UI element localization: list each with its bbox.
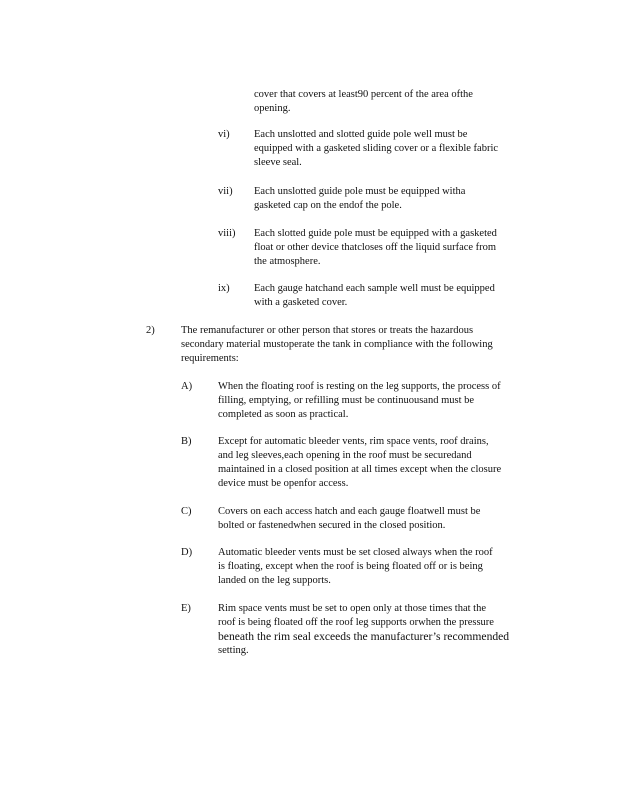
paragraph-line: filling, emptying, or refilling must be continuousand must be <box>218 395 475 406</box>
paragraph-line: Each unslotted and slotted guide pole well must be <box>254 129 468 140</box>
paragraph-line: beneath the rim seal exceeds the manufacturer’s recommended <box>218 630 510 643</box>
paragraph-line: Each slotted guide pole must be equipped with a gasketed <box>254 228 497 239</box>
paragraph-line: device must be openfor access. <box>218 478 349 489</box>
paragraph-line: landed on the leg supports. <box>218 575 331 586</box>
paragraph-line: cover that covers at least90 percent of the area ofthe <box>254 89 473 100</box>
paragraph-line: opening. <box>254 103 291 114</box>
item-label-e: E) <box>181 603 191 614</box>
item-ix-text <box>254 282 529 310</box>
item-b-text <box>218 435 543 491</box>
item-vii-text <box>254 185 529 213</box>
paragraph-line: Covers on each access hatch and each gauge floatwell must be <box>218 506 481 517</box>
paragraph-line: equipped with a gasketed sliding cover or a flexible fabric <box>254 143 499 154</box>
paragraph-line: secondary material mustoperate the tank in compliance with the following <box>181 339 493 350</box>
item-c-text <box>218 505 543 533</box>
item-2-text <box>181 324 541 366</box>
paragraph-line: The remanufacturer or other person that stores or treats the hazardous <box>181 325 474 336</box>
paragraph-line: is floating, except when the roof is being floated off or is being <box>218 561 483 572</box>
paragraph-line: maintained in a closed position at all times except when the closure <box>218 464 502 475</box>
item-label-b: B) <box>181 436 192 447</box>
item-label-d: D) <box>181 547 193 558</box>
paragraph-line: Except for automatic bleeder vents, rim space vents, roof drains, <box>218 436 489 447</box>
paragraph-line: and leg sleeves,each opening in the roof must be securedand <box>218 450 472 461</box>
paragraph-line: Automatic bleeder vents must be set closed always when the roof <box>218 547 493 558</box>
item-label-viii: viii) <box>218 228 236 239</box>
item-label-vii: vii) <box>218 186 233 197</box>
paragraph-line: setting. <box>218 645 249 656</box>
paragraph-line: float or other device thatcloses off the liquid surface from <box>254 242 497 253</box>
item-vi-text <box>254 128 529 170</box>
item-label-c: C) <box>181 506 192 517</box>
paragraph-line: Rim space vents must be set to open only at those times that the <box>218 603 486 614</box>
continuation-paragraph <box>254 88 529 116</box>
paragraph-line: roof is being floated off the roof leg supports orwhen the pressure <box>218 617 494 628</box>
paragraph-line: with a gasketed cover. <box>254 297 348 308</box>
paragraph-line: sleeve seal. <box>254 157 302 168</box>
item-label-2: 2) <box>146 325 155 336</box>
paragraph-line: the atmosphere. <box>254 256 321 267</box>
item-a-text <box>218 380 543 422</box>
paragraph-line: bolted or fastenedwhen secured in the closed position. <box>218 520 446 531</box>
paragraph-line: Each gauge hatchand each sample well must be equipped <box>254 283 495 294</box>
item-e-text <box>218 602 543 658</box>
item-viii-text <box>254 227 529 269</box>
item-label-a: A) <box>181 381 193 392</box>
paragraph-line: requirements: <box>181 353 239 364</box>
paragraph-line: gasketed cap on the endof the pole. <box>254 200 402 211</box>
item-label-vi: vi) <box>218 129 230 140</box>
paragraph-line: When the floating roof is resting on the leg supports, the process of <box>218 381 501 392</box>
paragraph-line: Each unslotted guide pole must be equipped witha <box>254 186 466 197</box>
item-label-ix: ix) <box>218 283 230 294</box>
item-d-text <box>218 546 543 588</box>
paragraph-line: completed as soon as practical. <box>218 409 349 420</box>
